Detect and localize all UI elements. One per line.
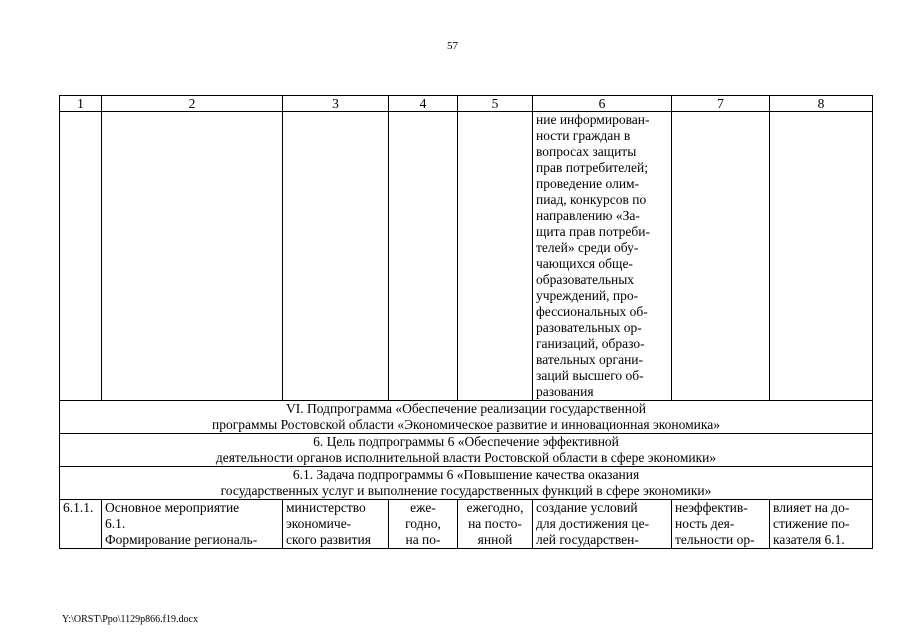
activity-cell	[102, 500, 283, 549]
column-number-cell: 5	[458, 96, 533, 112]
continuation-row	[60, 112, 873, 401]
goal-heading	[60, 434, 873, 467]
table-cell	[283, 112, 389, 401]
cell-line: 6.1.	[105, 516, 126, 531]
end-term-cell	[458, 500, 533, 549]
executor-cell	[283, 500, 389, 549]
cell-line: разования	[536, 384, 594, 399]
page-number: 57	[447, 40, 458, 52]
cell-line: щита прав потреби-	[536, 224, 650, 239]
heading-line: государственных услуг и выполнение государственных функций в сфере экономики»	[220, 483, 712, 498]
cell-line: ского развития	[286, 532, 371, 547]
cell-line: ние информирован-	[536, 112, 650, 127]
cell-line: экономиче-	[286, 516, 352, 531]
cell-line: еже-	[410, 500, 436, 515]
cell-line: вопросах защиты	[536, 144, 637, 159]
cell-line: на посто-	[468, 516, 522, 531]
cell-line: прав потребителей;	[536, 160, 649, 175]
column-number-row	[60, 96, 873, 112]
subprogram-heading-row	[60, 401, 873, 434]
continuation-text-cell	[533, 112, 672, 401]
cell-line: Основное мероприятие	[105, 500, 240, 515]
cell-line: для достижения це-	[536, 516, 650, 531]
cell-line: ность дея-	[675, 516, 735, 531]
cell-line: чающихся обще-	[536, 256, 633, 271]
table-cell	[102, 112, 283, 401]
cell-line: министерство	[286, 500, 366, 515]
column-number-cell: 8	[770, 96, 873, 112]
heading-line: 6.1. Задача подпрограммы 6 «Повышение качества оказания	[292, 467, 640, 482]
cell-line: создание условий	[536, 500, 638, 515]
column-number-cell: 1	[60, 96, 102, 112]
cell-line: вательных органи-	[536, 352, 644, 367]
expected-result-cell	[533, 500, 672, 549]
column-number-cell: 6	[533, 96, 672, 112]
cell-line: направлению «За-	[536, 208, 640, 223]
file-path-footer: Y:\ORST\Ppo\1129p866.f19.docx	[62, 614, 198, 625]
column-number-cell: 3	[283, 96, 389, 112]
cell-line: стижение по-	[773, 516, 850, 531]
heading-line: VI. Подпрограмма «Обеспечение реализации государственной	[286, 401, 646, 416]
table-cell	[60, 112, 102, 401]
table-cell	[770, 112, 873, 401]
cell-line: разовательных ор-	[536, 320, 642, 335]
cell-line: Формирование региональ-	[105, 532, 258, 547]
heading-line: программы Ростовской области «Экономическое развитие и инновационная экономика»	[212, 417, 720, 432]
heading-line: деятельности органов исполнительной власти Ростовской области в сфере экономики»	[215, 450, 717, 465]
cell-line: пиад, конкурсов по	[536, 192, 647, 207]
cell-line: ежегодно,	[466, 500, 524, 515]
cell-line: учреждений, про-	[536, 288, 639, 303]
cell-line: влияет на до-	[773, 500, 850, 515]
table-cell	[458, 112, 533, 401]
cell-line: неэффектив-	[675, 500, 748, 515]
consequences-cell	[672, 500, 770, 549]
goal-heading-row	[60, 434, 873, 467]
table-cell	[389, 112, 458, 401]
column-number-cell: 7	[672, 96, 770, 112]
indicator-link-cell	[770, 500, 873, 549]
cell-line: янной	[477, 532, 513, 547]
program-table	[59, 95, 873, 549]
cell-line: телей» среди обу-	[536, 240, 639, 255]
cell-line: казателя 6.1.	[773, 532, 845, 547]
task-heading	[60, 467, 873, 500]
task-heading-row	[60, 467, 873, 500]
cell-line: проведение олим-	[536, 176, 640, 191]
start-term-cell	[389, 500, 458, 549]
heading-line: 6. Цель подпрограммы 6 «Обеспечение эффективной	[313, 434, 619, 449]
cell-line: 6.1.1.	[63, 500, 94, 515]
cell-line: заций высшего об-	[536, 368, 644, 383]
cell-line: ности граждан в	[536, 128, 631, 143]
cell-line: на по-	[405, 532, 441, 547]
item-number-cell	[60, 500, 102, 549]
column-number-cell: 2	[102, 96, 283, 112]
column-number-cell: 4	[389, 96, 458, 112]
subprogram-heading	[60, 401, 873, 434]
cell-line: годно,	[405, 516, 441, 531]
cell-line: лей государствен-	[536, 532, 639, 547]
cell-line: тельности ор-	[675, 532, 755, 547]
cell-line: ганизаций, образо-	[536, 336, 645, 351]
table-cell	[672, 112, 770, 401]
cell-line: фессиональных об-	[536, 304, 648, 319]
cell-line: образовательных	[536, 272, 635, 287]
table-row	[60, 500, 873, 549]
